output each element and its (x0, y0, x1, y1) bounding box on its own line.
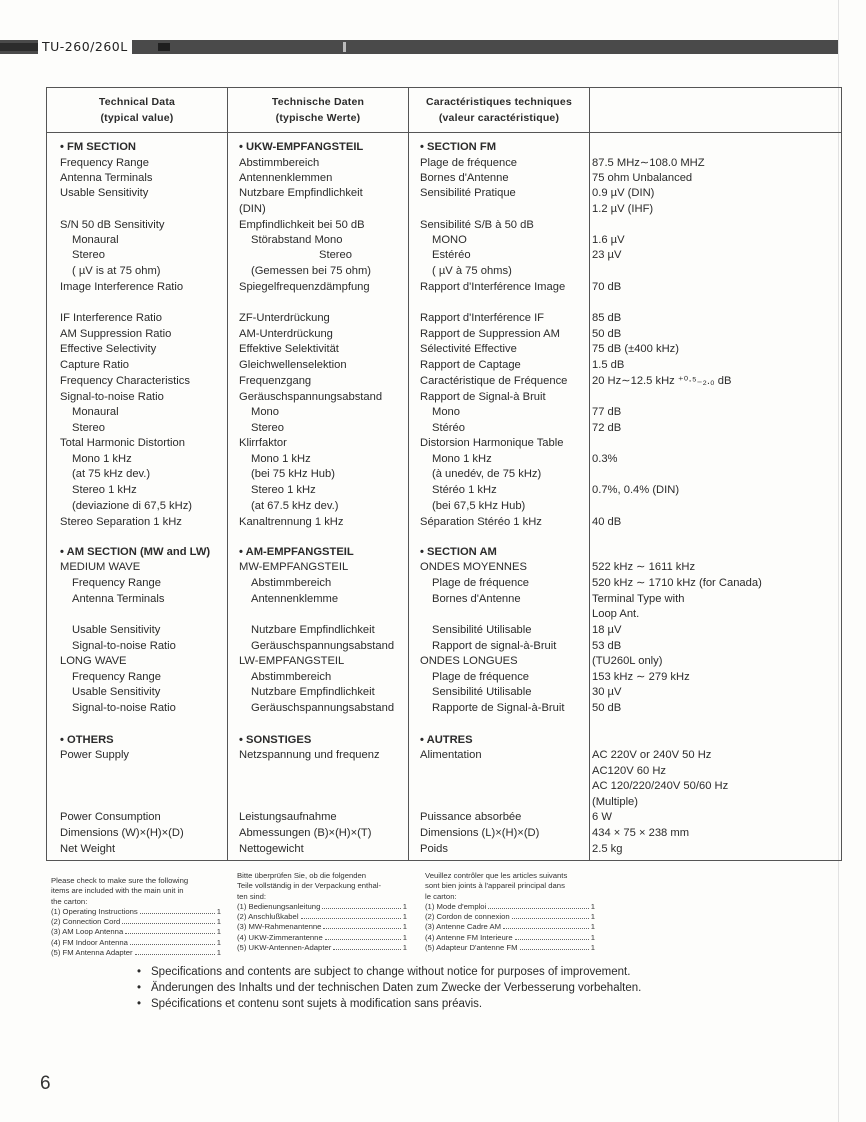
accessories-french (425, 871, 595, 953)
spec-label-german: Abstimmbereich (251, 577, 332, 589)
accessory-item-label: (1) Operating Instructions (51, 906, 138, 916)
spec-label-english: Frequency Range (72, 671, 161, 683)
spec-label-french: Mono (432, 406, 460, 418)
leader-dots (520, 943, 589, 950)
header-english-subtitle: (typical value) (100, 112, 174, 124)
header-french-subtitle: (valeur caractéristique) (438, 112, 560, 124)
spec-label-german: Nutzbare Empfindlichkeit (251, 686, 375, 698)
spec-label-french: Rapport de Suppression AM (420, 328, 560, 340)
model-label: TU-260/260L (38, 39, 132, 55)
spec-label-french: Mono 1 kHz (432, 453, 492, 465)
spec-label-german: Klirrfaktor (239, 437, 287, 449)
spec-label-french: Séparation Stéréo 1 kHz (420, 516, 542, 528)
spec-label-german: Nutzbare Empfindlichkeit (251, 624, 375, 636)
spec-value: (TU260L only) (592, 655, 663, 667)
accessory-item-qty: 1 (216, 927, 221, 937)
spec-value: 520 kHz ∼ 1710 kHz (for Canada) (592, 577, 762, 589)
note-bullet: • (137, 982, 142, 994)
header-english (47, 94, 227, 126)
spec-label-german: Abmessungen (B)×(H)×(T) (239, 827, 372, 839)
spec-label-french: Bornes d'Antenne (432, 593, 521, 605)
column-divider (589, 88, 590, 860)
accessory-intro-line: Please check to make sure the following (51, 876, 189, 885)
spec-label-french: ONDES MOYENNES (420, 561, 527, 573)
leader-dots (503, 922, 589, 929)
spec-label-french: Stéréo (432, 422, 465, 434)
spec-value: 70 dB (592, 281, 622, 293)
accessory-item (51, 938, 221, 948)
spec-label-english: Frequency Range (60, 157, 149, 169)
accessory-item-qty: 1 (590, 922, 595, 932)
spec-value: 1.2 µV (IHF) (592, 203, 654, 215)
spec-label-german: Stereo 1 kHz (251, 484, 316, 496)
note-bullet: • (137, 998, 142, 1010)
spec-label-german: Störabstand Mono (251, 234, 343, 246)
spec-label-english: Stereo (72, 422, 105, 434)
accessory-item-label: (2) Anschlußkabel (237, 912, 299, 922)
spec-value: 2.5 kg (592, 843, 623, 855)
spec-label-french: (à unedév, de 75 kHz) (432, 468, 542, 480)
spec-label-german: Abstimmbereich (239, 157, 320, 169)
spec-label-french: Rapport d'Interférence Image (420, 281, 566, 293)
spec-label-english: ( µV is at 75 ohm) (72, 265, 161, 277)
header-bar-lead (0, 43, 38, 51)
spec-label-german: Stereo (319, 249, 352, 261)
spec-label-german: Geräuschspannungsabstand (239, 391, 383, 403)
accessory-item (51, 907, 221, 917)
spec-label-german: (bei 75 kHz Hub) (251, 468, 335, 480)
spec-label-english: Frequency Range (72, 577, 161, 589)
accessory-item-label: (2) Connection Cord (51, 917, 121, 927)
spec-label-german: Geräuschspannungsabstand (251, 640, 395, 652)
accessory-item-label: (4) UKW-Zimmerantenne (237, 932, 323, 942)
note-french-text: Spécifications et contenu sont sujets à modification sans préavis. (151, 998, 483, 1010)
spec-value: 522 kHz ∼ 1611 kHz (592, 561, 696, 573)
spec-value: 1.6 µV (592, 234, 625, 246)
leader-dots (488, 902, 588, 909)
accessory-item-qty: 1 (590, 932, 595, 942)
spec-label-german: Leistungsaufnahme (239, 811, 337, 823)
leader-dots (135, 948, 215, 955)
accessory-item (425, 912, 595, 922)
note-french (137, 996, 482, 1012)
accessory-intro-line: sont bien joints à l'appareil principal dans (425, 881, 565, 891)
spec-value: Terminal Type with (592, 593, 685, 605)
spec-label-german: Stereo (251, 422, 284, 434)
header-french-title: Caractéristiques techniques (425, 96, 573, 108)
spec-label-english: • AM SECTION (MW and LW) (60, 546, 211, 558)
spec-value: 85 dB (592, 312, 622, 324)
accessory-intro-line: items are included with the main unit in (51, 886, 184, 896)
spec-label-german: MW-EMPFANGSTEIL (239, 561, 349, 573)
accessory-intro-line: ten sind: (237, 891, 267, 901)
spec-value: 87.5 MHz∼108.0 MHZ (592, 157, 705, 169)
accessory-item-qty: 1 (216, 906, 221, 916)
spec-label-french: Rapport d'Interférence IF (420, 312, 545, 324)
spec-value: 53 dB (592, 640, 622, 652)
column-divider (227, 88, 228, 860)
accessory-item-qty: 1 (590, 943, 595, 953)
spec-label-german: Effektive Selektivität (239, 343, 339, 355)
accessory-item (425, 922, 595, 932)
spec-value: (Multiple) (592, 796, 639, 808)
spec-label-english: Monaural (72, 406, 119, 418)
spec-label-english: Stereo 1 kHz (72, 484, 137, 496)
spec-label-french: Estéréo (432, 249, 471, 261)
spec-label-english: Dimensions (W)×(H)×(D) (60, 827, 184, 839)
leader-dots (323, 922, 400, 929)
spec-label-french: Distorsion Harmonique Table (420, 437, 564, 449)
spec-label-french: • SECTION FM (420, 141, 497, 153)
spec-label-french: Plage de fréquence (432, 577, 530, 589)
note-german-text: Änderungen des Inhalts und der technischen Daten zum Zwecke der Verbesserung vorbehalten. (151, 982, 642, 994)
spec-label-german: • AM-EMPFANGSTEIL (239, 546, 354, 558)
header-bar-tick (343, 42, 346, 52)
accessory-intro-line: Veuillez contrôler que les articles suivants (425, 871, 568, 880)
spec-label-german: LW-EMPFANGSTEIL (239, 655, 345, 667)
accessory-item (237, 912, 407, 922)
spec-label-german: Mono 1 kHz (251, 453, 311, 465)
leader-dots (301, 912, 401, 919)
accessory-item (237, 922, 407, 932)
leader-dots (333, 943, 400, 950)
accessory-item (237, 933, 407, 943)
spec-label-german: (DIN) (239, 203, 266, 215)
spec-label-german: Geräuschspannungsabstand (251, 702, 395, 714)
spec-value: 20 Hz∼12.5 kHz ⁺⁰·⁵₋₂.₀ dB (592, 375, 732, 387)
spec-label-french: Dimensions (L)×(H)×(D) (420, 827, 540, 839)
spec-value: Loop Ant. (592, 608, 640, 620)
header-english-title: Technical Data (98, 96, 176, 108)
spec-value: 1.5 dB (592, 359, 625, 371)
spec-value: AC120V 60 Hz (592, 765, 667, 777)
spec-label-german: Frequenzgang (239, 375, 312, 387)
spec-label-german: (at 67.5 kHz dev.) (251, 500, 339, 512)
spec-label-english: Effective Selectivity (60, 343, 157, 355)
spec-label-english: • FM SECTION (60, 141, 137, 153)
header-german (228, 94, 408, 126)
accessory-item (51, 948, 221, 958)
accessory-intro-line: the carton: (51, 896, 88, 906)
spec-value: 6 W (592, 811, 612, 823)
spec-label-german: Kanaltrennung 1 kHz (239, 516, 344, 528)
spec-label-german: Spiegelfrequenzdämpfung (239, 281, 370, 293)
spec-value: 75 dB (±400 kHz) (592, 343, 679, 355)
spec-label-english: MEDIUM WAVE (60, 561, 141, 573)
spec-label-english: Usable Sensitivity (72, 624, 161, 636)
accessory-item-label: (1) Mode d'emploi (425, 901, 487, 911)
spec-value: 18 µV (592, 624, 622, 636)
accessory-item-label: (4) Antenne FM Interieure (425, 932, 513, 942)
accessory-intro-line: Teile vollständig in der Verpackung enthal- (237, 881, 382, 891)
accessory-item-qty: 1 (402, 943, 407, 953)
accessory-item-label: (4) FM Indoor Antenna (51, 937, 128, 947)
spec-label-german: Antennenklemme (251, 593, 339, 605)
column-divider (408, 88, 409, 860)
leader-dots (125, 927, 214, 934)
spec-label-german: Empfindlichkeit bei 50 dB (239, 219, 365, 231)
note-bullet: • (137, 966, 142, 978)
spec-value: 75 ohm Unbalanced (592, 172, 693, 184)
spec-label-french: Puissance absorbée (420, 811, 522, 823)
accessory-item-label: (5) UKW-Antennen-Adapter (237, 943, 332, 953)
spec-label-german: Mono (251, 406, 279, 418)
spec-label-french: Stéréo 1 kHz (432, 484, 497, 496)
accessory-item-qty: 1 (402, 932, 407, 942)
spec-label-german: (Gemessen bei 75 ohm) (251, 265, 372, 277)
spec-label-french: Rapporte de Signal-à-Bruit (432, 702, 565, 714)
note-german (137, 980, 641, 996)
spec-label-french: Rapport de Captage (420, 359, 521, 371)
accessory-intro-line: le carton: (425, 891, 457, 901)
spec-label-german: Abstimmbereich (251, 671, 332, 683)
spec-label-english: S/N 50 dB Sensitivity (60, 219, 165, 231)
spec-label-english: Power Supply (60, 749, 130, 761)
accessory-item (425, 902, 595, 912)
spec-label-french: Sensibilité S/B à 50 dB (420, 219, 534, 231)
spec-label-french: Sensibilité Utilisable (432, 686, 532, 698)
page-number: 6 (40, 1073, 51, 1094)
accessory-item-label: (5) FM Antenna Adapter (51, 948, 133, 958)
accessory-item-label: (3) MW-Rahmenantenne (237, 922, 322, 932)
header-bar-block (158, 43, 170, 51)
spec-label-french: Sensibilité Pratique (420, 187, 516, 199)
spec-label-english: Usable Sensitivity (72, 686, 161, 698)
spec-label-english: Mono 1 kHz (72, 453, 132, 465)
spec-label-english: Antenna Terminals (60, 172, 153, 184)
accessory-item-label: (3) AM Loop Antenna (51, 927, 124, 937)
spec-label-german: Gleichwellenselektion (239, 359, 347, 371)
spec-label-german: Nutzbare Empfindlichkeit (239, 187, 363, 199)
accessory-item-qty: 1 (216, 917, 221, 927)
leader-dots (140, 907, 215, 914)
spec-label-english: Signal-to-noise Ratio (60, 391, 164, 403)
spec-label-english: Net Weight (60, 843, 116, 855)
accessory-item-label: (1) Bedienungsanleitung (237, 901, 321, 911)
spec-label-french: Sensibilité Utilisable (432, 624, 532, 636)
spec-value: 77 dB (592, 406, 622, 418)
spec-label-english: (at 75 kHz dev.) (72, 468, 151, 480)
note-english (137, 964, 630, 980)
leader-dots (515, 933, 589, 940)
spec-label-english: Power Consumption (60, 811, 161, 823)
spec-value: 50 dB (592, 702, 622, 714)
spec-value: 23 µV (592, 249, 622, 261)
spec-value: 30 µV (592, 686, 622, 698)
spec-value: 72 dB (592, 422, 622, 434)
spec-label-french: • AUTRES (420, 734, 473, 746)
leader-dots (322, 902, 400, 909)
accessory-item-label: (3) Antenne Cadre AM (425, 922, 502, 932)
header-german-title: Technische Daten (271, 96, 365, 108)
spec-label-english: AM Suppression Ratio (60, 328, 172, 340)
accessory-intro-line: Bitte überprüfen Sie, ob die folgenden (237, 871, 367, 880)
accessory-item-label: (2) Cordon de connexion (425, 912, 510, 922)
spec-label-french: MONO (432, 234, 467, 246)
accessory-item (51, 917, 221, 927)
leader-dots (122, 917, 214, 924)
spec-label-english: Monaural (72, 234, 119, 246)
spec-label-german: • UKW-EMPFANGSTEIL (239, 141, 364, 153)
leader-dots (325, 933, 401, 940)
spec-label-english: Signal-to-noise Ratio (72, 702, 176, 714)
accessory-item-qty: 1 (590, 912, 595, 922)
spec-value: 0.7%, 0.4% (DIN) (592, 484, 680, 496)
accessory-item (237, 902, 407, 912)
spec-label-english: Image Interference Ratio (60, 281, 184, 293)
spec-label-german: Nettogewicht (239, 843, 304, 855)
spec-value: 0.9 µV (DIN) (592, 187, 655, 199)
accessory-item-label: (5) Adapteur D'antenne FM (425, 943, 518, 953)
accessory-item (237, 943, 407, 953)
spec-label-english: Antenna Terminals (72, 593, 165, 605)
accessories-german (237, 871, 407, 953)
spec-label-german: AM-Unterdrückung (239, 328, 333, 340)
spec-value: 0.3% (592, 453, 618, 465)
spec-label-french: Poids (420, 843, 448, 855)
spec-value: 40 dB (592, 516, 622, 528)
accessory-item-qty: 1 (402, 901, 407, 911)
spec-label-german: Netzspannung und frequenz (239, 749, 380, 761)
spec-value: 50 dB (592, 328, 622, 340)
accessory-item-qty: 1 (402, 922, 407, 932)
spec-label-french: Rapport de Signal-à Bruit (420, 391, 546, 403)
spec-label-german: • SONSTIGES (239, 734, 312, 746)
spec-label-english: Usable Sensitivity (60, 187, 149, 199)
accessory-item-qty: 1 (216, 948, 221, 958)
header-german-subtitle: (typische Werte) (275, 112, 361, 124)
accessory-item (425, 943, 595, 953)
spec-label-english: LONG WAVE (60, 655, 127, 667)
spec-label-french: ( µV à 75 ohms) (432, 265, 512, 277)
leader-dots (512, 912, 589, 919)
accessory-item-qty: 1 (590, 901, 595, 911)
spec-label-french: Alimentation (420, 749, 482, 761)
spec-label-french: Bornes d'Antenne (420, 172, 509, 184)
spec-label-french: Sélectivité Effective (420, 343, 517, 355)
leader-dots (130, 938, 215, 945)
spec-label-french: • SECTION AM (420, 546, 497, 558)
header-divider (47, 132, 841, 133)
header-bar (0, 40, 838, 54)
accessory-item-qty: 1 (216, 937, 221, 947)
spec-label-french: Rapport de signal-à-Bruit (432, 640, 557, 652)
spec-label-english: Stereo Separation 1 kHz (60, 516, 182, 528)
note-english-text: Specifications and contents are subject to change without notice for purposes of improvement. (151, 966, 631, 978)
header-french (409, 94, 589, 126)
spec-value: 434 × 75 × 238 mm (592, 827, 690, 839)
spec-label-english: Frequency Characteristics (60, 375, 190, 387)
accessory-item (425, 933, 595, 943)
spec-value: AC 220V or 240V 50 Hz (592, 749, 712, 761)
spec-label-french: Plage de fréquence (432, 671, 530, 683)
spec-label-english: Stereo (72, 249, 105, 261)
spec-label-german: ZF-Unterdrückung (239, 312, 330, 324)
spec-label-english: Capture Ratio (60, 359, 130, 371)
spec-label-french: (bei 67,5 kHz Hub) (432, 500, 526, 512)
spec-label-english: (deviazione di 67,5 kHz) (72, 500, 193, 512)
spec-label-french: Caractéristique de Fréquence (420, 375, 568, 387)
spec-label-french: Plage de fréquence (420, 157, 518, 169)
spec-label-english: Total Harmonic Distortion (60, 437, 185, 449)
spec-value: AC 120/220/240V 50/60 Hz (592, 780, 729, 792)
accessory-item-qty: 1 (402, 912, 407, 922)
spec-label-german: Antennenklemmen (239, 172, 333, 184)
accessory-item (51, 927, 221, 937)
spec-label-english: Signal-to-noise Ratio (72, 640, 176, 652)
spec-label-english: • OTHERS (60, 734, 114, 746)
accessories-english (51, 876, 221, 958)
spec-label-english: IF Interference Ratio (60, 312, 162, 324)
spec-label-french: ONDES LONGUES (420, 655, 518, 667)
spec-value: 153 kHz ∼ 279 kHz (592, 671, 690, 683)
